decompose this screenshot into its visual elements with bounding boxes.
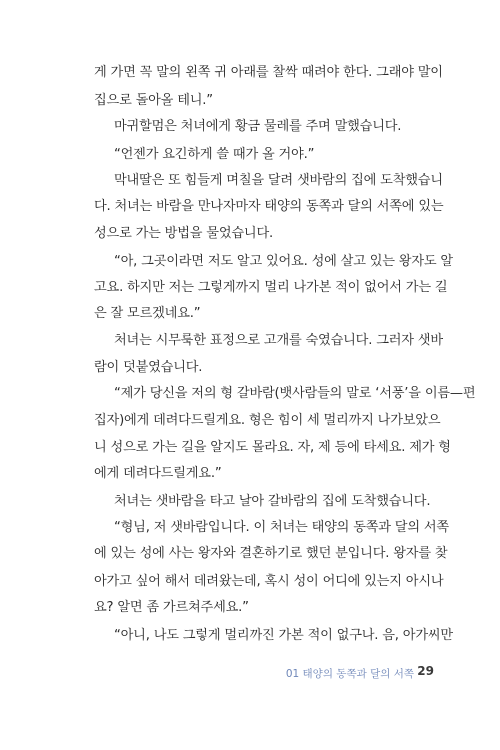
text-line: 처녀는 시무룩한 표정으로 고개를 숙였습니다. 그러자 샛바 xyxy=(114,333,443,348)
text-line: “언젠가 요긴하게 쓸 때가 올 거야.” xyxy=(114,147,315,162)
text-line: 람이 덧붙였습니다. xyxy=(94,360,203,375)
page-number: 29 xyxy=(417,664,434,678)
text-line: 니 성으로 가는 길을 알지도 몰라요. 자, 제 등에 타세요. 제가 형 xyxy=(94,440,451,455)
text-line: 은 잘 모르겠네요.” xyxy=(94,306,201,321)
text-line: 에게 데려다드릴게요.” xyxy=(94,466,222,481)
text-line: 마귀할멈은 처녀에게 황금 물레를 주며 말했습니다. xyxy=(114,119,402,134)
text-line: 처녀는 샛바람을 타고 날아 갈바람의 집에 도착했습니다. xyxy=(114,494,431,509)
chapter-label: 01 태양의 동쪽과 달의 서쪽 xyxy=(285,668,414,680)
text-line: “아니, 나도 그렇게 멀리까진 가본 적이 없구나. 음, 아가씨만 xyxy=(114,628,453,643)
text-line: 다. 처녀는 바람을 만나자마자 태양의 동쪽과 달의 서쪽에 있는 xyxy=(94,199,444,214)
text-line: 게 가면 꼭 말의 왼쪽 귀 아래를 찰싹 때려야 한다. 그래야 말이 xyxy=(94,65,443,80)
text-line: 집으로 돌아올 테니.” xyxy=(94,93,213,108)
text-line: 막내딸은 또 힘들게 며칠을 달려 샛바람의 집에 도착했습니 xyxy=(114,173,443,188)
text-line: “제가 당신을 저의 형 갈바람(뱃사람들의 말로 ‘서풍’을 이름—편 xyxy=(114,386,476,401)
text-line: “형님, 저 샛바람입니다. 이 처녀는 태양의 동쪽과 달의 서쪽 xyxy=(114,520,449,535)
text-line: 집자)에게 데려다드릴게요. 형은 힘이 세 멀리까지 나가보았으 xyxy=(94,413,441,428)
text-line: 고요. 하지만 저는 그렇게까지 멀리 나가본 적이 없어서 가는 길 xyxy=(94,280,448,295)
page-footer xyxy=(0,662,500,686)
text-line: 성으로 가는 방법을 물었습니다. xyxy=(94,226,273,241)
text-line: 에 있는 성에 사는 왕자와 결혼하기로 했던 분입니다. 왕자를 찾 xyxy=(94,546,448,561)
text-line: 요? 알면 좀 가르쳐주세요.” xyxy=(94,600,249,615)
text-line: “아, 그곳이라면 저도 알고 있어요. 성에 살고 있는 왕자도 알 xyxy=(114,254,453,269)
text-line: 아가고 싶어 해서 데려왔는데, 혹시 성이 어디에 있는지 아시나 xyxy=(94,574,444,589)
